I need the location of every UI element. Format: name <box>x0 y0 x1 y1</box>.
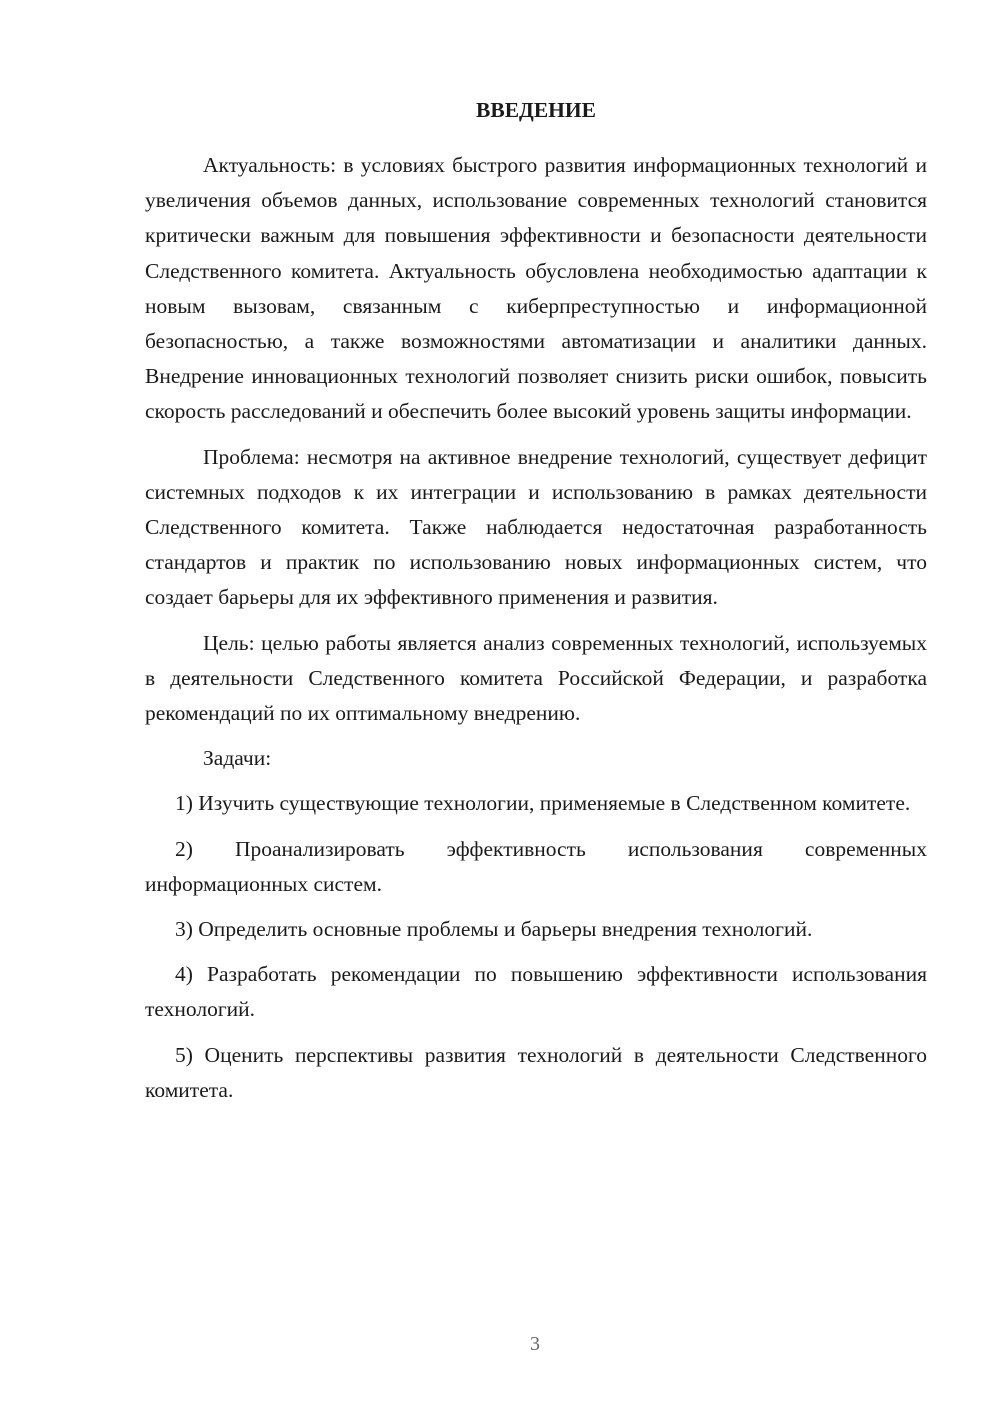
page-content <box>145 92 927 1108</box>
paragraph-relevance: Актуальность: в условиях быстрого развития информационных технологий и увеличения объемов данных, использование современных технологий становится критически важным для повышения эффективности и безопасности деятельности Следственного комитета. Актуальность обусловлена необходимостью адаптации к новым вызовам, связанным с киберпреступностью и информационной безопасностью, а также возможностями автоматизации и аналитики данных. Внедрение инновационных технологий позволяет снизить риски ошибок, повысить скорость расследований и обеспечить более высокий уровень защиты информации. <box>145 153 927 424</box>
page-title: ВВЕДЕНИЕ <box>476 98 596 122</box>
paragraph-goal: Цель: целью работы является анализ современных технологий, используемых в деятельности Следственного комитета Российской Федерации, и разработка рекомендаций по их оптимальному внедрению. <box>145 630 927 726</box>
page-number: 3 <box>530 1333 540 1355</box>
task-item-4: 4) Разработать рекомендации по повышению эффективности использования технологий. <box>145 962 927 1022</box>
task-item-5: 5) Оценить перспективы развития технологий в деятельности Следственного комитета. <box>145 1042 927 1102</box>
task-item-2: 2) Проанализировать эффективность использования современных информационных систем. <box>145 836 927 896</box>
paragraph-problem: Проблема: несмотря на активное внедрение технологий, существует дефицит системных подходов к их интеграции и использованию в рамках деятельности Следственного комитета. Также наблюдается недостаточная разработанность стандартов и практик по использованию новых информационных систем, что создает барьеры для их эффективного применения и развития. <box>145 444 927 610</box>
task-item-1: 1) Изучить существующие технологии, применяемые в Следственном комитете. <box>175 791 911 816</box>
task-item-3: 3) Определить основные проблемы и барьеры внедрения технологий. <box>175 917 813 942</box>
tasks-heading: Задачи: <box>203 746 272 771</box>
